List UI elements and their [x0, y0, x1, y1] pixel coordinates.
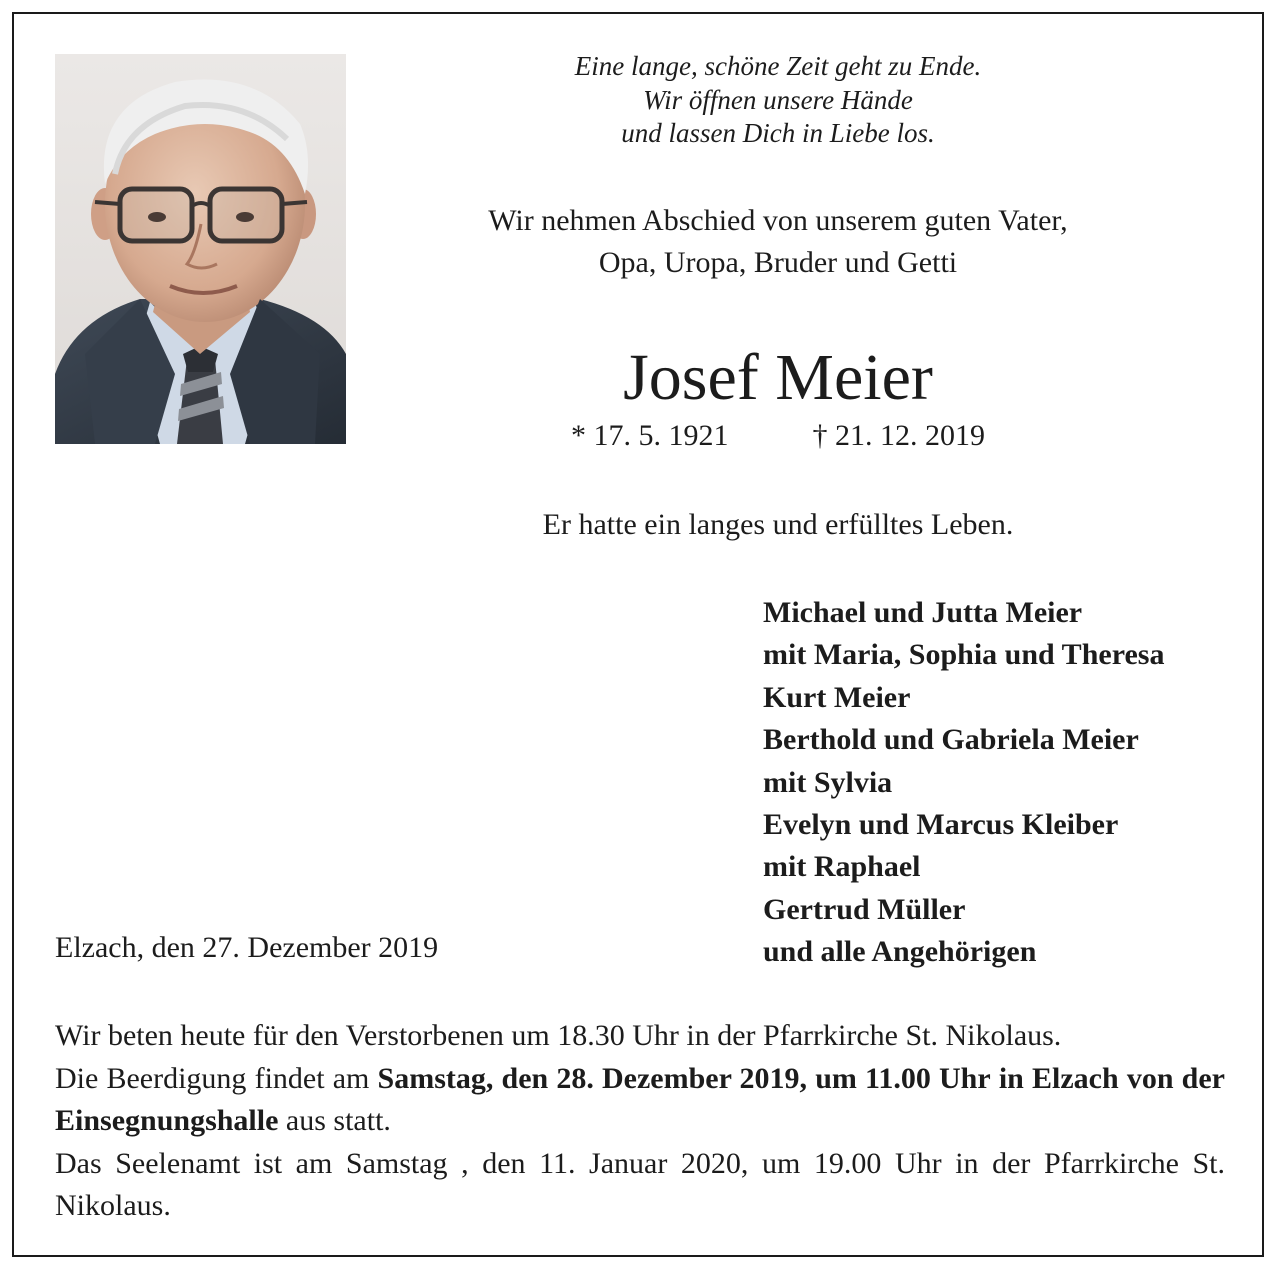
prayer-info: Wir beten heute für den Verstorbenen um 18.30 Uhr in der Pfarrkirche St. Nikolaus. [55, 1019, 1062, 1052]
mourner-line: mit Sylvia [763, 765, 893, 799]
mourner-line: Berthold und Gabriela Meier [763, 723, 1139, 757]
burial-intro: Die Beerdigung findet am [55, 1061, 378, 1095]
burial-info [55, 1058, 1225, 1143]
mourner-line: Michael und Jutta Meier [763, 596, 1083, 629]
life-statement: Er hatte ein langes und erfülltes Leben. [542, 508, 1014, 541]
portrait-photo [55, 54, 346, 444]
poem-line: Eine lange, schöne Zeit geht zu Ende. [574, 51, 982, 81]
service-info [55, 1015, 1225, 1228]
mourners-list [763, 592, 1164, 974]
mourner-line: mit Maria, Sophia und Theresa [763, 638, 1165, 672]
death-date: † 21. 12. 2019 [812, 419, 985, 452]
requiem-info: Das Seelenamt ist am Samstag , den 11. Januar 2020, um 19.00 Uhr in der Pfarrkirche St. Nikolaus. [55, 1146, 1225, 1222]
poem-line: Wir öffnen unsere Hände [643, 84, 913, 115]
burial-date-time: Samstag, den 28. Dezember 2019, um 11.00 Uhr [377, 1061, 991, 1095]
mourner-line: mit Raphael [763, 850, 921, 884]
place-and-date: Elzach, den 27. Dezember 2019 [55, 931, 439, 964]
life-dates [390, 416, 1166, 456]
burial-outro: aus statt. [278, 1104, 391, 1137]
farewell-text [390, 200, 1166, 284]
poem-line: und lassen Dich in Liebe los. [621, 118, 935, 148]
mourner-line: Gertrud Müller [763, 892, 966, 926]
birth-date: * 17. 5. 1921 [571, 419, 729, 452]
farewell-line: Opa, Uropa, Bruder und Getti [598, 246, 958, 279]
mourner-line: Evelyn und Marcus Kleiber [763, 808, 1119, 842]
burial-location: in Elzach von der Einsegnungshalle [55, 1061, 1225, 1137]
mourner-line: und alle Angehörigen [763, 935, 1037, 969]
deceased-name: Josef Meier [623, 341, 933, 414]
farewell-line: Wir nehmen Abschied von unserem guten Vater, [488, 204, 1068, 237]
poem [390, 50, 1166, 151]
mourner-line: Kurt Meier [763, 680, 911, 714]
